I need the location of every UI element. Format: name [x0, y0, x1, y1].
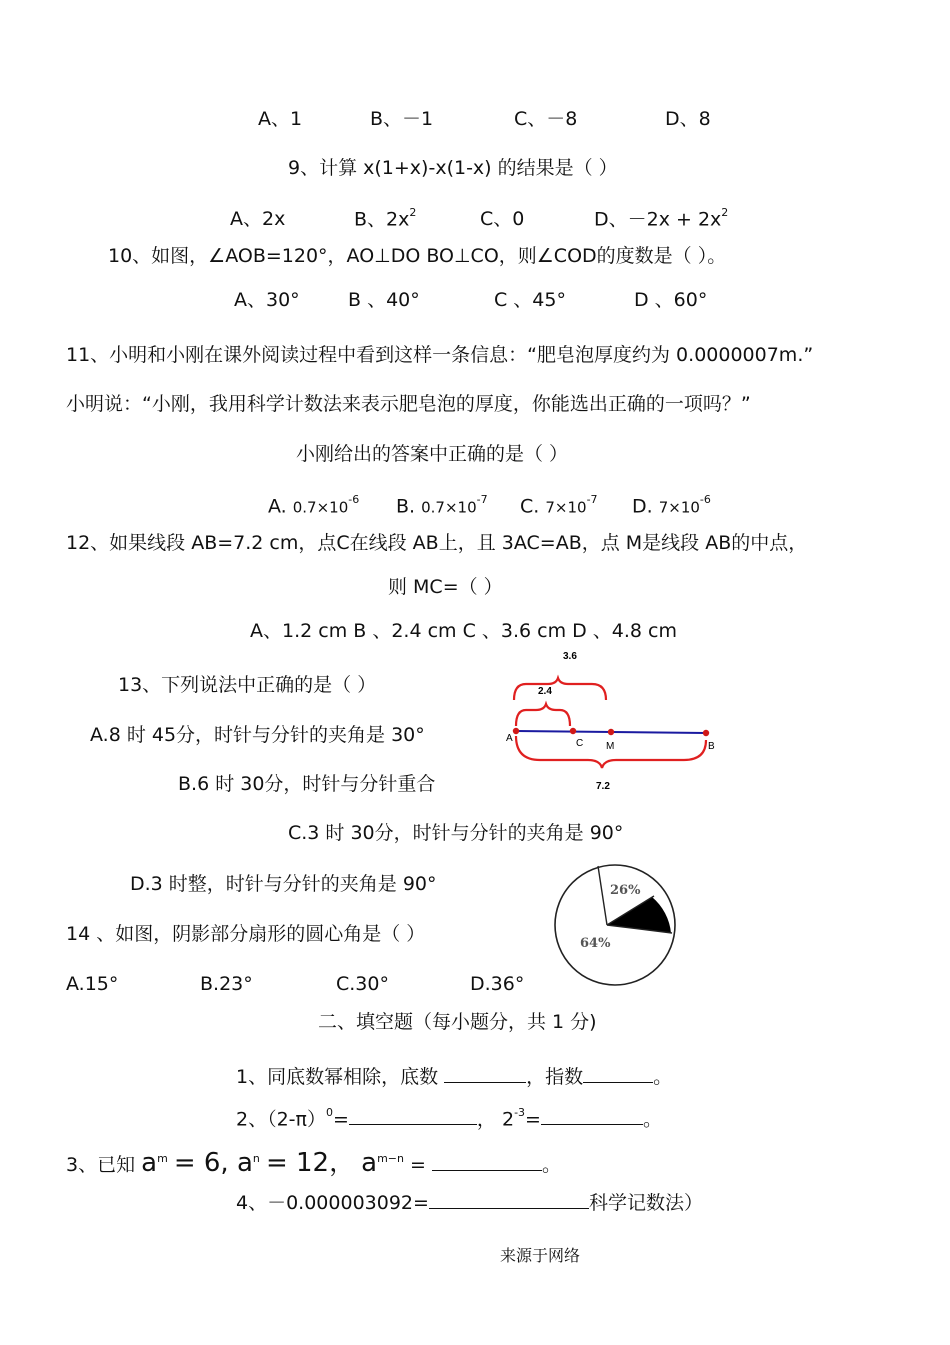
q11-b-exp: -7 [476, 493, 488, 506]
q13-option-a: A.8 时 45分，时针与分针的夹角是 30° [90, 724, 425, 746]
q11-c-base: 7×10 [545, 498, 587, 517]
fill-1-blank-base[interactable] [444, 1066, 526, 1083]
fill-3-end: 。 [541, 1154, 561, 1176]
pie-figure [550, 860, 680, 990]
q9-b-exp: 2 [409, 206, 417, 219]
q14-option-d: D.36° [470, 973, 525, 995]
fill-3-blank[interactable] [432, 1154, 542, 1171]
fill-2-eq1: = [332, 1108, 349, 1131]
fill-4-text-a: 4、－0.000003092= [236, 1192, 429, 1214]
fill-1 [236, 1066, 672, 1089]
fill-1-blank-exponent[interactable] [583, 1066, 653, 1083]
fill-2 [236, 1108, 662, 1131]
label-3-6: 3.6 [563, 651, 577, 662]
q11-d-label: D. [632, 495, 653, 518]
fill-3-exp-m: m [157, 1151, 168, 1165]
brace-2-4 [516, 704, 570, 726]
q11-option-b [396, 495, 488, 518]
q10-stem: 10、如图，∠AOB=120°，AO⊥DO BO⊥CO，则∠COD的度数是（ ）。 [108, 245, 727, 267]
footer-source: 来源于网络 [500, 1246, 581, 1265]
q9-b-base: B、2x [354, 208, 410, 231]
q14-stem: 14 、如图，阴影部分扇形的圆心角是（ ） [66, 923, 426, 945]
fill-4-text-b: 科学记数法） [588, 1192, 703, 1214]
q11-line3: 小刚给出的答案中正确的是（ ） [296, 443, 569, 465]
fill-2-base: 2 [501, 1108, 515, 1131]
q9-d-base: D、－2x + 2x [594, 208, 722, 231]
q9-option-a: A、2x [230, 208, 286, 230]
fill-2-exp: -3 [514, 1106, 526, 1119]
label-point-a: A [506, 733, 513, 744]
q12-stem2: 则 MC=（ ） [388, 576, 503, 598]
q11-option-d [632, 495, 711, 518]
q13-option-c: C.3 时 30分，时针与分针的夹角是 90° [288, 822, 624, 844]
q11-c-exp: -7 [586, 493, 598, 506]
fill-2-text-a: 2、（2-π） [236, 1108, 326, 1131]
q9-d-exp: 2 [721, 206, 729, 219]
fill-3-eq1: = 6, a [173, 1148, 253, 1178]
fill-4 [236, 1192, 703, 1215]
q11-a-base: 0.7×10 [292, 498, 349, 517]
q11-a-exp: -6 [348, 493, 360, 506]
q12-options: A、1.2 cm B 、2.4 cm C 、3.6 cm D 、4.8 cm [250, 620, 678, 642]
q9-option-b [354, 208, 416, 231]
fill-3-eq2: = 12， [265, 1148, 356, 1178]
q8-option-d: D、8 [665, 108, 711, 130]
fill-2-eq2: = [525, 1108, 541, 1131]
q14-option-c: C.30° [336, 973, 389, 995]
fill-3-eq3: = [410, 1154, 426, 1176]
label-point-b: B [708, 741, 715, 752]
fill-1-text-c: 。 [653, 1066, 673, 1088]
section2-title: 二、填空题（每小题分，共 1 分) [318, 1011, 597, 1033]
fill-2-blank-1[interactable] [349, 1108, 477, 1125]
q11-a-label: A. [268, 495, 287, 518]
q11-option-c [520, 495, 598, 518]
fill-3-exp-mn: m−n [377, 1151, 404, 1165]
q9-stem-b: 的结果是（ ） [497, 157, 618, 179]
fill-1-text-a: 1、同底数幂相除，底数 [236, 1066, 439, 1088]
point-a-dot [513, 728, 519, 734]
q9-option-d [594, 208, 728, 231]
fill-1-text-b: ，指数 [526, 1066, 584, 1088]
q11-line2: 小明说：“小刚，我用科学计数法来表示肥皂泡的厚度，你能选出正确的一项吗？” [66, 393, 751, 415]
q11-option-a [268, 495, 359, 518]
q11-c-label: C. [520, 495, 540, 518]
q11-b-label: B. [396, 495, 416, 518]
q14-option-a: A.15° [66, 973, 119, 995]
fill-2-comma: ， [476, 1108, 496, 1131]
pie-label-64: 64% [580, 936, 611, 951]
q8-option-c: C、－8 [514, 108, 578, 130]
q11-d-base: 7×10 [658, 498, 700, 517]
pie-label-26: 26% [610, 883, 641, 898]
q10-option-d: D 、60° [634, 289, 708, 311]
fill-2-blank-2[interactable] [541, 1108, 643, 1125]
q8-option-b: B、－1 [370, 108, 434, 130]
fill-3-exp-n: n [252, 1151, 260, 1165]
q13-option-d: D.3 时整，时针与分针的夹角是 90° [130, 873, 437, 895]
brace-3-6 [514, 678, 606, 700]
label-7-2: 7.2 [596, 781, 610, 792]
fill-2-end: 。 [642, 1108, 662, 1131]
q14-option-b: B.23° [200, 973, 253, 995]
line-segment-figure [500, 642, 730, 797]
q11-line1: 11、小明和小刚在课外阅读过程中看到这样一条信息：“肥皂泡厚度约为 0.0000007m.” [66, 344, 814, 366]
fill-3-a1: a [141, 1148, 158, 1178]
label-2-4: 2.4 [538, 686, 552, 697]
q8-option-a: A、1 [258, 108, 303, 130]
point-b-dot [703, 730, 709, 736]
fill-3-a3: a [361, 1148, 378, 1178]
q11-b-base: 0.7×10 [421, 498, 477, 517]
fill-3-text-a: 3、已知 [66, 1154, 136, 1176]
label-point-m: M [606, 741, 615, 752]
q9-expr: x(1+x)-x(1-x) [363, 157, 492, 179]
q10-option-a: A、30° [234, 289, 300, 311]
fill-3 [66, 1148, 561, 1179]
fill-2-exp0: 0 [325, 1106, 333, 1119]
fill-4-blank[interactable] [429, 1192, 589, 1209]
label-point-c: C [576, 738, 584, 749]
q10-option-c: C 、45° [494, 289, 566, 311]
q9-stem-a: 9、计算 [288, 157, 358, 179]
point-m-dot [608, 729, 614, 735]
point-c-dot [570, 728, 576, 734]
q12-stem: 12、如果线段 AB=7.2 cm，点C在线段 AB上，且 3AC=AB，点 M是线段 AB的中点， [66, 532, 808, 554]
q13-option-b: B.6 时 30分，时针与分针重合 [178, 773, 436, 795]
q9-option-c: C、0 [480, 208, 525, 230]
q10-option-b: B 、40° [348, 289, 420, 311]
q13-stem: 13、下列说法中正确的是（ ） [118, 674, 377, 696]
q9-stem [288, 157, 618, 180]
q11-d-exp: -6 [699, 493, 711, 506]
